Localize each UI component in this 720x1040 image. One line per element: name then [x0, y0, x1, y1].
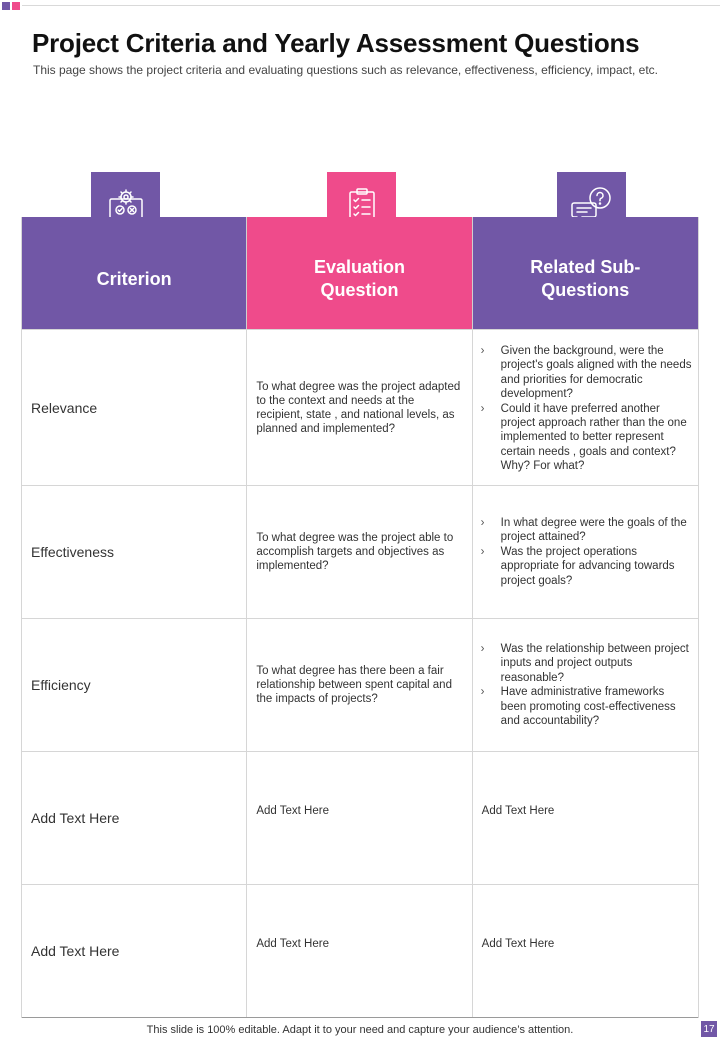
footer-note: This slide is 100% editable. Adapt it to your need and capture your audience’s attention. [146, 1024, 574, 1036]
header-criterion: Criterion [22, 217, 247, 329]
list-item: › Have administrative frameworks been promoting cost-effectiveness and accountability? [481, 685, 692, 728]
list-item: › Given the background, were the project's goals aligned with the needs and priorities for democratic development? [481, 344, 692, 402]
sub-questions-list [481, 642, 692, 728]
sub-questions-cell: Add Text Here [481, 805, 555, 817]
criterion-cell: Relevance [22, 330, 247, 485]
question-cell: To what degree was the project able to accomplish targets and objectives as implemented? [247, 486, 472, 618]
header-related-sub-questions: Related Sub-Questions [473, 217, 698, 329]
list-item: › Could it have preferred another project approach rather than the one implemented to better represent certain needs , goals and context? Why? For what? [481, 402, 692, 474]
page-title: Project Criteria and Yearly Assessment Questions [32, 28, 640, 58]
criterion-cell: Add Text Here [22, 885, 247, 1017]
question-cell: To what degree has there been a fair relationship between spent capital and the impacts of projects? [247, 619, 472, 751]
table-row [22, 329, 698, 485]
criterion-cell: Efficiency [22, 619, 247, 751]
purple-square-icon [2, 2, 10, 10]
pink-square-icon [12, 2, 20, 10]
criteria-table [21, 217, 699, 1018]
table-row [22, 485, 698, 618]
list-item: › In what degree were the goals of the project attained? [481, 516, 692, 545]
top-divider [22, 5, 720, 6]
sub-questions-cell: Add Text Here [481, 938, 555, 950]
header-evaluation-question: Evaluation Question [247, 217, 472, 329]
list-item: › Was the relationship between project inputs and project outputs reasonable? [481, 642, 692, 685]
table-row [22, 751, 698, 884]
question-cell: To what degree was the project adapted to the context and needs at the recipient, state , and national levels, as planned and implemented? [247, 330, 472, 485]
table-header-row [22, 217, 698, 329]
sub-questions-list [481, 516, 692, 588]
table-row [22, 884, 698, 1018]
criterion-cell: Effectiveness [22, 486, 247, 618]
sub-questions-cell [473, 330, 698, 485]
page-number-badge: 17 [701, 1021, 717, 1037]
question-cell: Add Text Here [247, 752, 472, 884]
question-cell: Add Text Here [247, 885, 472, 1017]
list-item: › Was the project operations appropriate for advancing towards project goals? [481, 545, 692, 588]
page-subtitle: This page shows the project criteria and evaluating questions such as relevance, effectiveness, efficiency, impact, etc. [33, 63, 659, 77]
sub-questions-cell [473, 619, 698, 751]
sub-questions-list [481, 344, 692, 474]
corner-decoration [2, 2, 20, 10]
criterion-cell: Add Text Here [22, 752, 247, 884]
table-row [22, 618, 698, 751]
sub-questions-cell [473, 486, 698, 618]
